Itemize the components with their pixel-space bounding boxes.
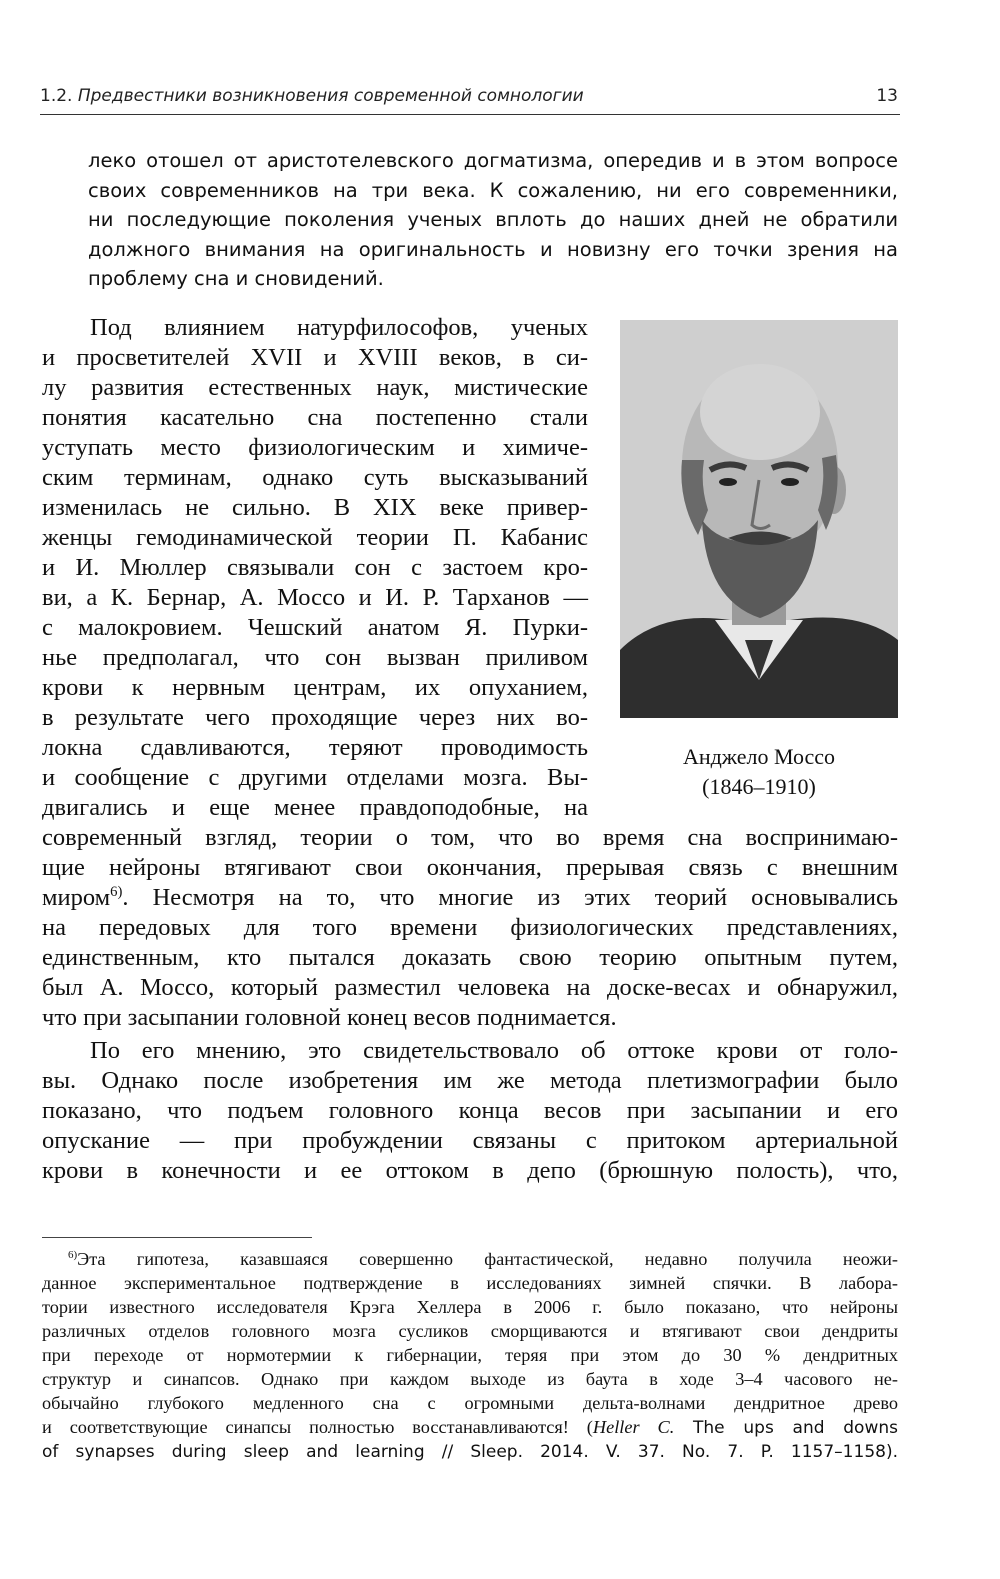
body-line: двигались и еще менее правдоподобные, на — [42, 794, 588, 821]
footnote-marker: 6) — [68, 1248, 78, 1261]
intro-line: леко отошел от аристотелевского догматизма, опередив и в этом вопросе — [88, 149, 898, 172]
body-line: изменилась не сильно. В XIX веке привер- — [42, 494, 588, 521]
body-line: нье предполагал, что сон вызван приливом — [42, 644, 588, 671]
body-line: По его мнению, это свидетельствовало об оттоке крови от голо- — [90, 1037, 898, 1064]
body-line: и сообщение с другими отделами мозга. Вы- — [42, 764, 588, 791]
footnote-line — [42, 1439, 898, 1464]
body-line: и просветителей XVII и XVIII веков, в си- — [42, 344, 588, 371]
running-header — [40, 84, 900, 115]
portrait-image — [620, 320, 898, 718]
body-line: ви, а К. Бернар, А. Моссо и И. Р. Тарханов — — [42, 584, 588, 611]
footnote-line: обычайно глубокого медленного сна с огромными дельта-волнами дендритное древо — [42, 1393, 898, 1413]
intro-line: должного внимания на оригинальность и новизну его точки зрения на — [88, 237, 898, 261]
footnote-line: данное экспериментальное подтверждение в исследованиях зимней спячки. В лабора- — [42, 1273, 898, 1293]
body-line: с малокровием. Чешский анатом Я. Пурки- — [42, 614, 588, 641]
body-line: вы. Однако после изобретения им же метода плетизмографии было — [42, 1067, 898, 1094]
footnote-line: различных отделов головного мозга сусликов сморщиваются и втягивают свои дендриты — [42, 1321, 898, 1341]
intro-line: проблему сна и сновидений. — [88, 267, 384, 290]
body-line: крови в конечности и ее оттоком в депо (брюшную полость), что, — [42, 1157, 898, 1184]
body-line: лу развития естественных наук, мистические — [42, 374, 588, 401]
body-line: щие нейроны втягивают свои окончания, прерывая связь с внешним — [42, 854, 898, 881]
footnote-line: при переходе от нормотермии к гибернации, теряя при этом до 30 % дендритных — [42, 1345, 898, 1365]
body-line: был А. Моссо, который разместил человека на доске-весах и обнаружил, — [42, 974, 898, 1001]
body-line: единственным, кто пытался доказать свою теорию опытным путем, — [42, 944, 898, 971]
footnote-line: структур и синапсов. Однако при каждом выходе из баута в ходе 3–4 часового не- — [42, 1369, 898, 1389]
body-line-with-footnote-ref — [42, 883, 898, 913]
body-line: показано, что подъем головного конца весов при засыпании и его — [42, 1097, 898, 1124]
intro-line: своих современников на три века. К сожалению, ни его современники, — [88, 178, 898, 202]
body-line: крови к нервным центрам, их опуханием, — [42, 674, 588, 701]
body-line: современный взгляд, теории о том, что во время сна воспринимаю- — [42, 824, 898, 851]
body-line: понятия касательно сна постепенно стали — [42, 404, 588, 431]
body-line: уступать место физиологическим и химиче- — [42, 434, 588, 461]
footnote-line — [68, 1247, 898, 1271]
footnote-reference[interactable]: 6) — [110, 883, 123, 900]
footnote-text: и соответствующие синапсы полностью восстанавливаются! ( — [42, 1417, 593, 1437]
footnote-text: Эта гипотеза, казавшаяся совершенно фантастической, недавно получила неожи- — [77, 1249, 898, 1269]
body-line: что при засыпании головной конец весов поднимается. — [42, 1004, 617, 1031]
body-line: локна сдавливаются, теряют проводимость — [42, 734, 588, 761]
figure-caption-name: Анджело Моссо — [682, 744, 836, 769]
body-text: миром — [42, 884, 111, 911]
page-number: 13 — [876, 86, 898, 106]
header-section — [40, 86, 584, 106]
body-line: на передовых для того времени физиологических представлениях, — [42, 914, 898, 941]
footnote-line: тории известного исследователя Крэга Хеллера в 2006 г. было показано, что нейроны — [42, 1297, 898, 1317]
body-line: женцы гемодинамической теории П. Кабанис — [42, 524, 588, 551]
body-line: опускание — при пробуждении связаны с притоком артериальной — [42, 1127, 898, 1154]
section-number: 1.2. — [40, 86, 73, 106]
intro-paragraph — [88, 146, 898, 294]
footnote-divider — [42, 1237, 312, 1238]
portrait-drawing — [620, 320, 898, 718]
body-line: в результате чего проходящие через них во- — [42, 704, 588, 731]
body-line: и И. Мюллер связывали сон с застоем кро- — [42, 554, 588, 581]
body-line: Под влиянием натурфилософов, ученых — [90, 314, 588, 341]
citation-author: Heller C. — [592, 1417, 675, 1437]
footnote-line — [42, 1415, 898, 1440]
figure-caption-years: (1846–1910) — [702, 774, 816, 799]
section-title: Предвестники возникновения современной сомнологии — [77, 86, 584, 106]
citation-title: The ups and downs — [674, 1418, 898, 1438]
body-text: . Несмотря на то, что многие из этих теорий основывались — [122, 884, 898, 911]
body-line: ским терминам, однако суть высказываний — [42, 464, 588, 491]
citation-source: of synapses during sleep and learning // Sleep. 2014. V. 37. No. 7. P. 1157–1158). — [42, 1442, 898, 1462]
intro-line: ни последующие поколения ученых вплоть до наших дней не обратили — [88, 208, 898, 231]
